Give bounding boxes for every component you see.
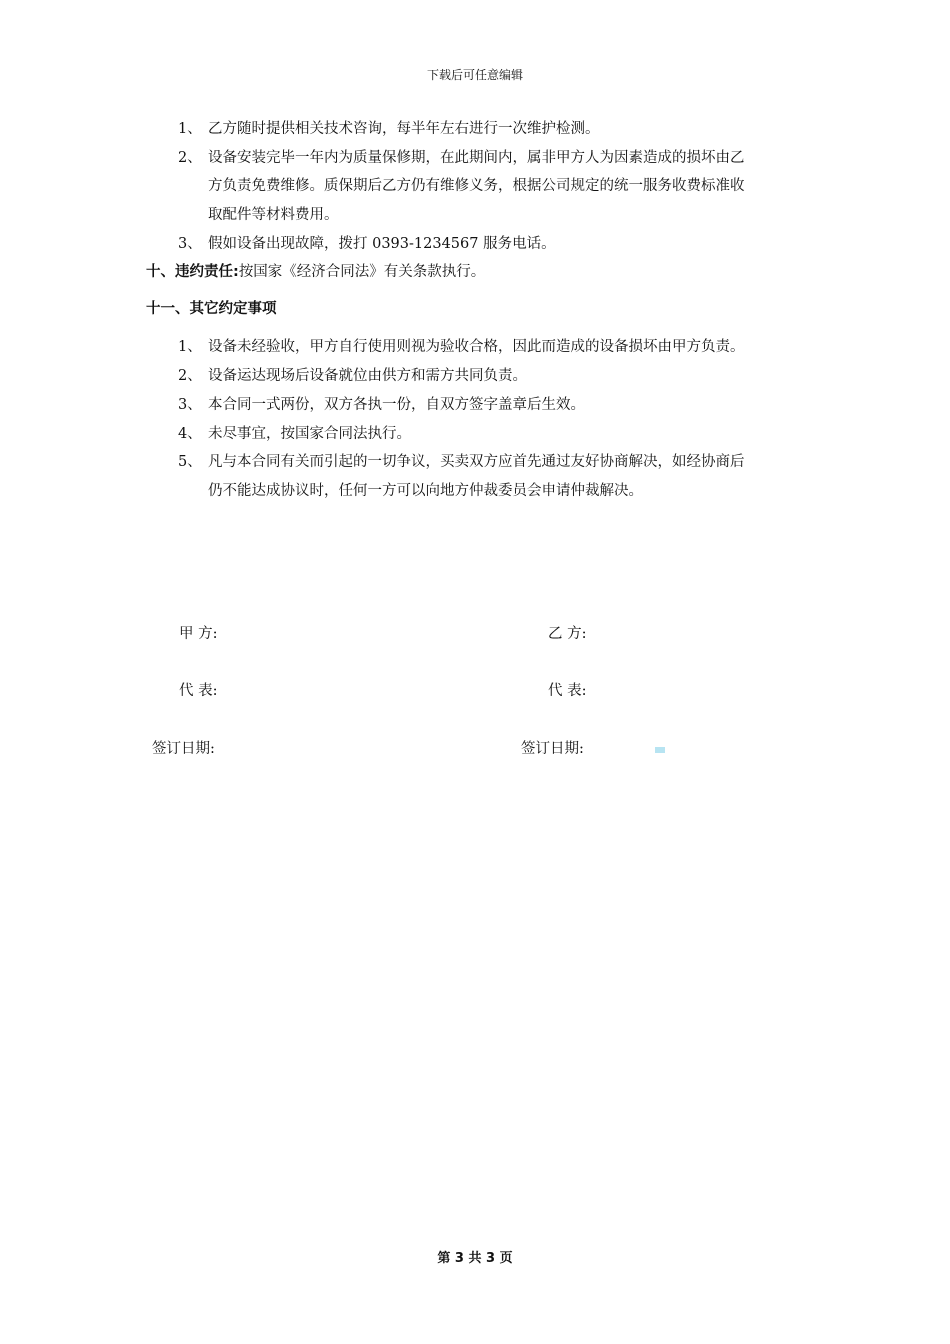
date-b-label: 签订日期: — [521, 741, 584, 757]
section11-item-5 — [178, 452, 745, 472]
page-header: 下载后可任意编辑 — [426, 68, 523, 82]
section9-item-2 — [178, 148, 745, 168]
item-number: 1、 — [178, 121, 202, 137]
item-text: 设备运达现场后设备就位由供方和需方共同负责。 — [208, 368, 527, 384]
section11-item-3 — [178, 395, 585, 415]
section11-item-5-cont: 仍不能达成协议时，任何一方可以向地方仲裁委员会申请仲裁解决。 — [208, 483, 643, 499]
rep-b-label: 代 表: — [548, 683, 587, 699]
item-number: 1、 — [178, 339, 202, 355]
section10 — [146, 262, 485, 282]
party-b-label: 乙 方: — [548, 626, 587, 642]
section9-item-2-cont: 取配件等材料费用。 — [208, 207, 339, 223]
item-number: 2、 — [178, 150, 202, 166]
section11-item-1 — [178, 337, 745, 357]
item-text: 设备未经验收，甲方自行使用则视为验收合格，因此而造成的设备损坏由甲方负责。 — [208, 339, 745, 355]
item-number: 5、 — [178, 454, 202, 470]
section9-item-1 — [178, 119, 600, 139]
item-number: 3、 — [178, 236, 202, 252]
item-text: 本合同一式两份，双方各执一份，自双方签字盖章后生效。 — [208, 397, 585, 413]
item-text: 设备安装完毕一年内为质量保修期，在此期间内，属非甲方人为因素造成的损坏由乙 — [208, 150, 745, 166]
item-text: 乙方随时提供相关技术咨询，每半年左右进行一次维护检测。 — [208, 121, 600, 137]
section11-item-2 — [178, 366, 527, 386]
item-text: 未尽事宜，按国家合同法执行。 — [208, 426, 411, 442]
item-number: 2、 — [178, 368, 202, 384]
section10-title: 十、违约责任: — [146, 264, 239, 280]
item-number: 4、 — [178, 426, 202, 442]
party-a-label: 甲 方: — [179, 626, 218, 642]
section10-body: 按国家《经济合同法》有关条款执行。 — [238, 264, 486, 280]
date-a-label: 签订日期: — [152, 741, 215, 757]
page-footer: 第 3 共 3 页 — [437, 1251, 513, 1266]
section9-item-2-cont: 方负责免费维修。质保期后乙方仍有维修义务，根据公司规定的统一服务收费标准收 — [208, 178, 745, 194]
rep-a-label: 代 表: — [179, 683, 218, 699]
section9-item-3 — [178, 234, 556, 254]
highlight-mark — [655, 747, 665, 753]
section11 — [146, 299, 277, 319]
item-number: 3、 — [178, 397, 202, 413]
section11-item-4 — [178, 424, 411, 444]
item-text: 假如设备出现故障，拨打 0393-1234567 服务电话。 — [208, 236, 556, 252]
section11-title: 十一、其它约定事项 — [146, 301, 277, 317]
item-text: 凡与本合同有关而引起的一切争议，买卖双方应首先通过友好协商解决，如经协商后 — [208, 454, 745, 470]
